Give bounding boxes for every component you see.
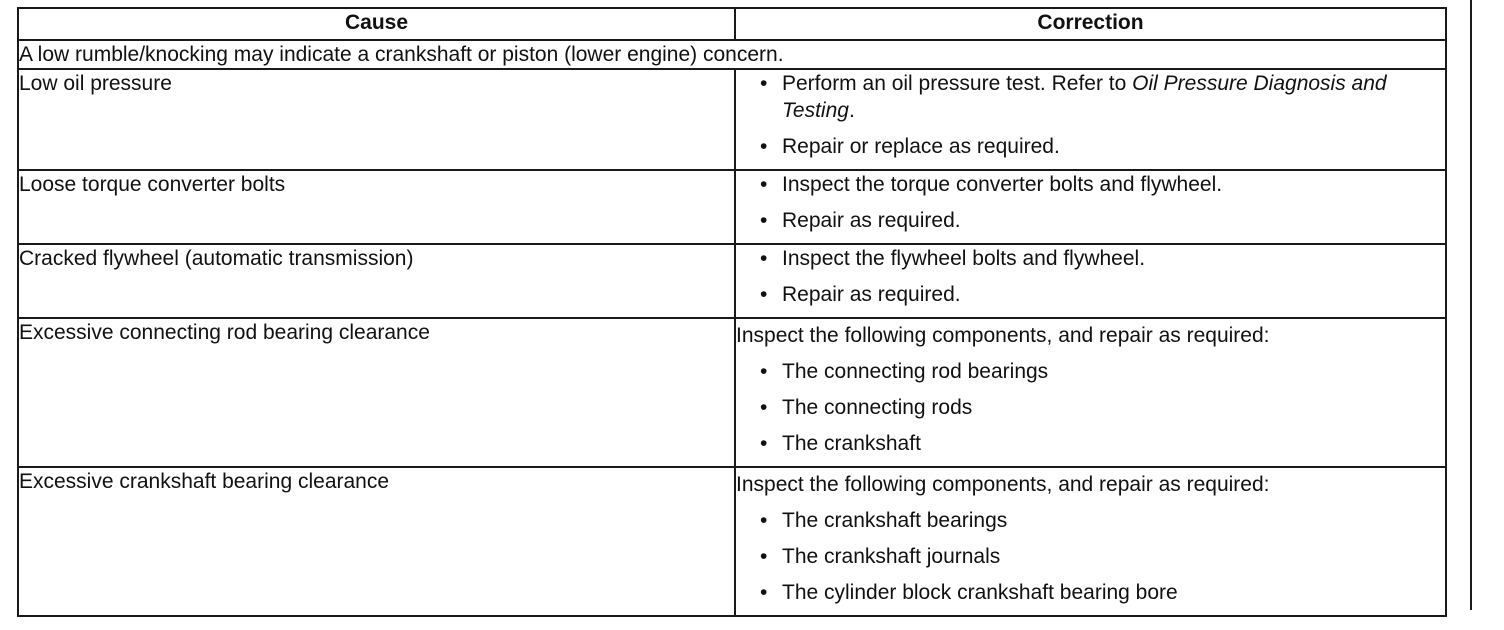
cause-header: Cause xyxy=(18,8,735,40)
list-item xyxy=(736,394,1445,421)
correction-list xyxy=(736,70,1445,160)
item-text: Repair as required. xyxy=(782,283,961,306)
bullet-icon: • xyxy=(760,283,768,306)
bullet-icon: • xyxy=(760,396,768,419)
bullet-icon: • xyxy=(760,545,768,568)
correction-cell xyxy=(735,244,1446,318)
list-item xyxy=(736,70,1445,124)
list-item xyxy=(736,543,1445,570)
list-item xyxy=(736,281,1445,308)
bullet-icon: • xyxy=(760,432,768,455)
list-item xyxy=(736,507,1445,534)
list-item xyxy=(736,133,1445,160)
bullet-icon: • xyxy=(760,72,768,95)
bullet-icon: • xyxy=(760,509,768,532)
item-text: The connecting rod bearings xyxy=(782,360,1049,383)
table-row xyxy=(18,170,1446,244)
correction-cell xyxy=(735,467,1446,616)
table-row xyxy=(18,318,1446,467)
item-text: Repair as required. xyxy=(782,209,961,232)
item-text: Inspect the torque converter bolts and flywheel. xyxy=(782,173,1223,196)
header-row xyxy=(18,8,1446,40)
note-row xyxy=(18,40,1446,69)
diagnosis-table xyxy=(17,7,1447,617)
item-text: Perform an oil pressure test. Refer to xyxy=(782,72,1133,95)
bullet-icon: • xyxy=(760,581,768,604)
item-text: The crankshaft journals xyxy=(782,545,1001,568)
correction-list xyxy=(736,171,1445,234)
cause-cell: Excessive crankshaft bearing clearance xyxy=(18,467,735,616)
item-text: The connecting rods xyxy=(782,396,973,419)
table-row xyxy=(18,467,1446,616)
note-text: A low rumble/knocking may indicate a crankshaft or piston (lower engine) concern. xyxy=(18,40,1446,69)
list-item xyxy=(736,358,1445,385)
item-text: The cylinder block crankshaft bearing bore xyxy=(782,581,1178,604)
correction-cell xyxy=(735,69,1446,170)
correction-list xyxy=(736,245,1445,308)
bullet-icon: • xyxy=(760,209,768,232)
reference-link[interactable]: Oil Pressure Diagnosis and Testing xyxy=(782,72,1387,122)
cause-cell: Excessive connecting rod bearing clearance xyxy=(18,318,735,467)
item-tail: . xyxy=(848,99,855,122)
cause-cell: Low oil pressure xyxy=(18,69,735,170)
correction-cell xyxy=(735,170,1446,244)
table-row xyxy=(18,244,1446,318)
correction-list xyxy=(736,358,1445,457)
cause-cell: Cracked flywheel (automatic transmission) xyxy=(18,244,735,318)
item-text: Inspect the flywheel bolts and flywheel. xyxy=(782,247,1146,270)
correction-cell xyxy=(735,318,1446,467)
correction-intro: Inspect the following components, and repair as required: xyxy=(736,473,1270,496)
bullet-icon: • xyxy=(760,173,768,196)
bullet-icon: • xyxy=(760,135,768,158)
list-item xyxy=(736,171,1445,198)
correction-header: Correction xyxy=(735,8,1446,40)
list-item xyxy=(736,579,1445,606)
bullet-icon: • xyxy=(760,247,768,270)
cause-cell: Loose torque converter bolts xyxy=(18,170,735,244)
item-text: The crankshaft bearings xyxy=(782,509,1008,532)
bullet-icon: • xyxy=(760,360,768,383)
table-row xyxy=(18,69,1446,170)
item-text: The crankshaft xyxy=(782,432,921,455)
list-item xyxy=(736,430,1445,457)
correction-list xyxy=(736,507,1445,606)
list-item xyxy=(736,245,1445,272)
item-text: Repair or replace as required. xyxy=(782,135,1060,158)
page-edge-rule xyxy=(1470,0,1472,610)
list-item xyxy=(736,207,1445,234)
correction-intro: Inspect the following components, and repair as required: xyxy=(736,324,1270,347)
